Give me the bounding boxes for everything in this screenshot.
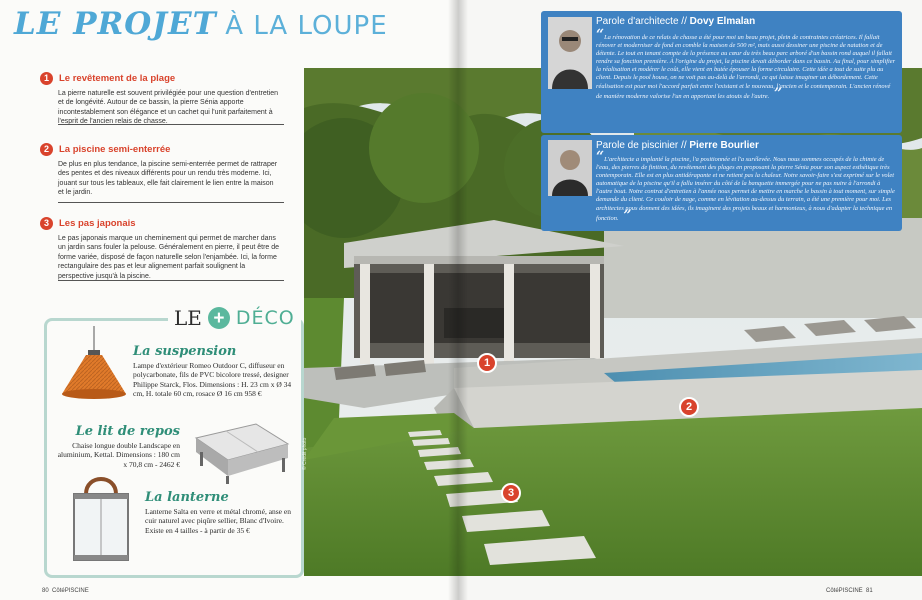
marker-2: 2 (679, 397, 699, 417)
section-body: De plus en plus tendance, la piscine semi-enterrée permet de rattraper des pentes et des niveaux différents pour un rendu très moderne. Ici, jouant sur tous les tableaux, elle fait clairement le lien entre la maison et le jardin. (58, 161, 278, 197)
section-1 (40, 70, 280, 127)
item-body: Lampe d'extérieur Romeo Outdoor C, diffuseur en polycarbonate, fils de PVC bicolore tressé, designer Philippe Starck, Flos. Dimensions : H. 23 cm x Ø 34 cm, H. totale 60 cm, rosace Ø 16 cm 958 € (133, 361, 292, 399)
divider (58, 202, 284, 203)
deco-heading (168, 305, 301, 331)
section-number: 2 (40, 143, 53, 156)
pisciniste-quote-box (541, 135, 902, 231)
close-quote-icon: ” (769, 85, 783, 102)
section-title: Le revêtement de la plage (59, 72, 176, 84)
quote-label: Parole d'architecte // (596, 16, 687, 27)
section-2 (40, 141, 280, 198)
deco-word: DÉCO (235, 307, 295, 329)
item-body: Chaise longue double Landscape en aluminium, Kettal. Dimensions : 180 cm x 70,8 cm - 2462 € (57, 441, 180, 469)
marker-1: 1 (477, 353, 497, 373)
open-quote-icon: “ (596, 149, 605, 165)
deco-item-suspension (133, 344, 293, 399)
quote-heading (596, 140, 759, 151)
item-title: La lanterne (145, 490, 229, 505)
page-number: 81 (866, 588, 873, 594)
page-number: 80 (42, 588, 49, 594)
quote-name: Pierre Bourlier (689, 140, 759, 151)
quote-text: La rénovation de ce relais de chasse a été pour moi un beau projet, plein de contraintes créatrices. Il fallait rénover et moderniser de fond en comble la maison de 500 m², mais aussi dessiner une piscine de natation et de détente. Le tout en tenant compte de la présence au cœur du très beau parc arboré d'un bassin rond auquel il fallait rendre sa fonction première. À l'origine du projet, la piscine devait déborder dans ce bassin. Au final, pour simplifier la réalisation et modérer le coût, elle vient en butée épouser la forme circulaire. Cette idée a tout de suite plu au client. Depuis le pool house, on ne voit pas au-delà de l'arrondi, ce qui laisse imaginer un débordement. Cette réalisation est pour moi l'accord parfait entre l'existant et le nouveau, l'ancien et le contemporain. L'ancien rénové de manière moderne valorise l'un en apportant les atouts de l'autre. (596, 34, 896, 100)
pisciniste-portrait (548, 140, 592, 196)
deco-le: LE (174, 306, 202, 330)
page-title (14, 4, 388, 46)
divider (58, 280, 284, 281)
quote-text: L'architecte a implanté la piscine, l'a positionnée et l'a surélevée. Nous nous sommes occupés de la chimie de l'eau, des pierres de finition, du revêtement des plages en proposant la pierre Sénia pour son aspect esthétique très contemporain. Elle est en plus antidérapante et ne retient pas la chaleur. Notre savoir-faire s'est exprimé sur le volet automatique de la piscine qu'il a fallu insérer du côté de la banquette immergée pour ne pas nuire à l'arrondi à l'autre bout. Notre contrat d'entretien à l'année nous permet de mettre en marche le bassin à tout moment, sur simple demande du client. Ce couloir de nage, comme en lévitation au-dessus du terrain, a été une première pour moi. Les architectes nous donnent des idées, ils imaginent des projets beaux et harmonieux, à nous d'adapter la technique en fonction. (596, 156, 895, 222)
close-quote-icon: ” (618, 207, 632, 224)
deco-item-lantern (145, 490, 300, 535)
quote-text-wrap (596, 27, 896, 102)
quote-heading (596, 16, 755, 27)
quote-text-wrap (596, 149, 896, 224)
architect-portrait (548, 17, 592, 89)
section-title: La piscine semi-enterrée (59, 143, 171, 155)
daybed-image (182, 418, 294, 484)
divider (58, 124, 284, 125)
item-title: Le lit de repos (75, 424, 180, 439)
section-number: 1 (40, 72, 53, 85)
item-body: Lanterne Salta en verre et métal chromé, anse en cuir naturel avec piqûre sellier, Blanc d'Ivoire. Existe en 4 tailles - à partir de 35 € (145, 507, 291, 535)
pendant-lamp-image (56, 326, 132, 406)
right-folio (826, 588, 873, 594)
photo-credit: © Crédit photo (302, 437, 308, 470)
title-light: À LA LOUPE (225, 11, 388, 41)
section-title: Les pas japonais (59, 217, 136, 229)
plus-icon: + (208, 307, 230, 329)
section-3 (40, 215, 280, 281)
magazine-name: CôtéPISCINE (52, 588, 89, 594)
architect-quote-box (541, 11, 902, 133)
magazine-name: CôtéPISCINE (826, 588, 863, 594)
section-body: La pierre naturelle est souvent privilégiée pour une question d'entretien et de longévité. Autour de ce bassin, la pierre Sénia apporte incontestablement son élégance et un cachet qui l'unit parfaitement à l'esprit de l'ancien relais de chasse. (58, 90, 279, 126)
marker-3: 3 (501, 483, 521, 503)
deco-item-daybed (56, 424, 180, 469)
left-folio (42, 588, 89, 594)
section-number: 3 (40, 217, 53, 230)
section-body: Le pas japonais marque un cheminement qui permet de marcher dans un jardin sans fouler la pelouse. Généralement en pierre, il peut être de forme variée, disposé de façon naturelle selon l'enjambée. Ici, la forme rectangulaire des pas et leur alignement parfait soulignent la perspective jusqu'à la piscine. (58, 235, 280, 280)
quote-name: Dovy Elmalan (689, 16, 756, 27)
title-bold: LE PROJET (14, 6, 217, 42)
open-quote-icon: “ (596, 27, 605, 43)
lantern-image (64, 470, 138, 566)
item-title: La suspension (133, 344, 237, 359)
quote-label: Parole de piscinier // (596, 140, 687, 151)
